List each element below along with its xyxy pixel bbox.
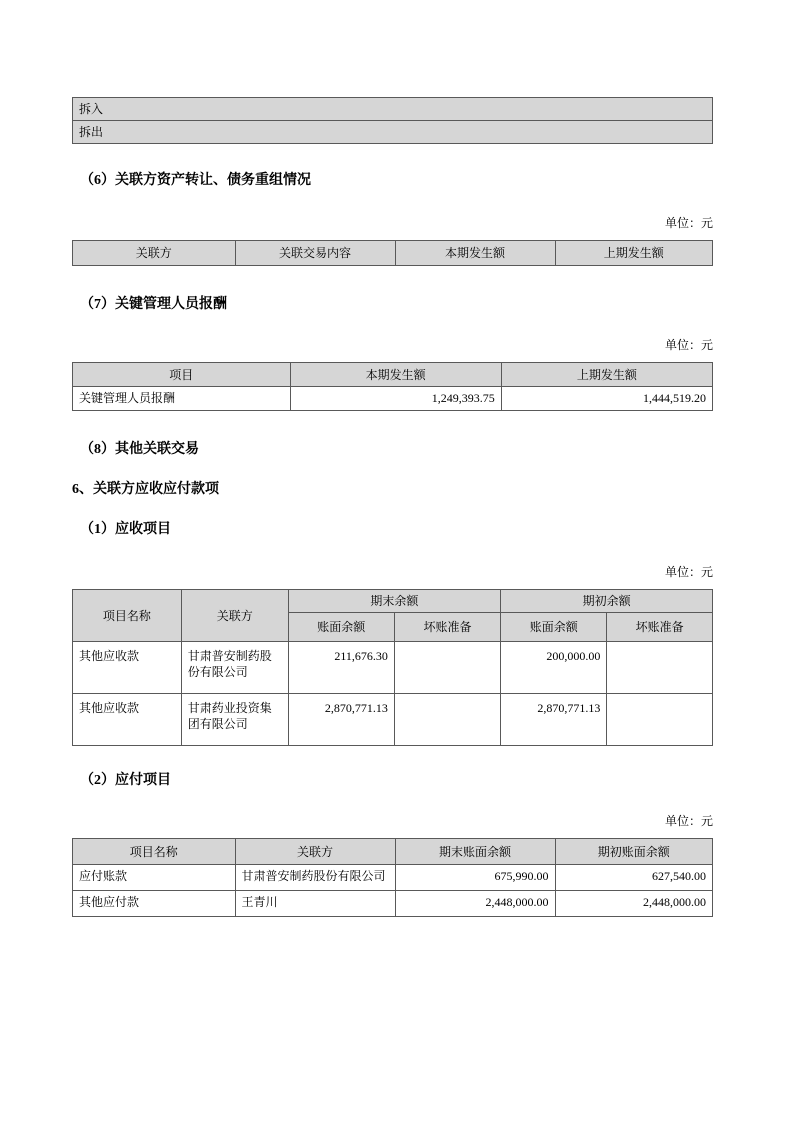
amount-cell: 2,870,771.13 <box>501 694 607 746</box>
unit-label: 单位：元 <box>664 565 713 579</box>
related-party-cell: 甘肃药业投资集团有限公司 <box>181 694 288 746</box>
payables-table <box>72 838 713 917</box>
table-header-row <box>73 241 713 266</box>
interbank-row-label: 拆入 <box>73 98 713 121</box>
amount-cell <box>607 642 713 694</box>
receivables-table <box>72 589 713 746</box>
column-header: 关联方 <box>73 241 236 266</box>
section-heading-8: （8）其他关联交易 <box>80 442 199 457</box>
column-header: 本期发生额 <box>290 363 501 387</box>
column-header-ending: 期末余额 <box>288 590 500 613</box>
column-header: 关联方 <box>235 839 395 865</box>
unit-label: 单位：元 <box>664 216 713 230</box>
column-header: 上期发生额 <box>555 241 712 266</box>
amount-cell: 211,676.30 <box>288 642 394 694</box>
section-heading-7: （7）关键管理人员报酬 <box>80 297 227 312</box>
related-party-cell: 甘肃普安制药股份有限公司 <box>181 642 288 694</box>
column-header-item: 项目名称 <box>73 590 182 642</box>
table-header-row <box>73 590 713 613</box>
amount-cell: 627,540.00 <box>555 865 712 891</box>
column-header-bad-debt: 坏账准备 <box>394 613 500 642</box>
table-row <box>73 865 713 891</box>
column-header-beginning: 期初余额 <box>501 590 713 613</box>
column-header: 项目 <box>73 363 291 387</box>
column-header-related-party: 关联方 <box>181 590 288 642</box>
table-row <box>73 121 713 144</box>
table-row <box>73 694 713 746</box>
item-cell: 其他应付款 <box>73 891 236 917</box>
interbank-row-label: 拆出 <box>73 121 713 144</box>
asset-transfer-table <box>72 240 713 266</box>
column-header-bad-debt: 坏账准备 <box>607 613 713 642</box>
amount-cell <box>607 694 713 746</box>
column-header: 期初账面余额 <box>555 839 712 865</box>
unit-label: 单位：元 <box>664 338 713 352</box>
amount-cell: 2,870,771.13 <box>288 694 394 746</box>
table-header-row <box>73 363 713 387</box>
column-header: 关联交易内容 <box>235 241 395 266</box>
column-header: 上期发生额 <box>501 363 712 387</box>
table-row <box>73 387 713 411</box>
table-row <box>73 98 713 121</box>
amount-cell: 1,249,393.75 <box>290 387 501 411</box>
item-cell: 其他应收款 <box>73 642 182 694</box>
amount-cell: 200,000.00 <box>501 642 607 694</box>
column-header: 本期发生额 <box>395 241 555 266</box>
amount-cell: 675,990.00 <box>395 865 555 891</box>
section-heading-main-6: 6、关联方应收应付款项 <box>72 482 219 497</box>
amount-cell: 2,448,000.00 <box>395 891 555 917</box>
related-party-cell: 王青川 <box>235 891 395 917</box>
unit-label: 单位：元 <box>664 814 713 828</box>
amount-cell <box>394 642 500 694</box>
section-heading-receivables: （1）应收项目 <box>80 522 171 537</box>
related-party-cell: 甘肃普安制药股份有限公司 <box>235 865 395 891</box>
item-cell: 关键管理人员报酬 <box>73 387 291 411</box>
column-header: 项目名称 <box>73 839 236 865</box>
column-header-book-balance: 账面余额 <box>501 613 607 642</box>
section-heading-payables: （2）应付项目 <box>80 773 171 788</box>
compensation-table <box>72 362 713 411</box>
amount-cell: 2,448,000.00 <box>555 891 712 917</box>
item-cell: 其他应收款 <box>73 694 182 746</box>
table-row <box>73 891 713 917</box>
column-header-book-balance: 账面余额 <box>288 613 394 642</box>
amount-cell: 1,444,519.20 <box>501 387 712 411</box>
interbank-table <box>72 97 713 144</box>
item-cell: 应付账款 <box>73 865 236 891</box>
table-header-row <box>73 839 713 865</box>
column-header: 期末账面余额 <box>395 839 555 865</box>
table-row <box>73 642 713 694</box>
amount-cell <box>394 694 500 746</box>
section-heading-6: （6）关联方资产转让、债务重组情况 <box>80 173 311 188</box>
